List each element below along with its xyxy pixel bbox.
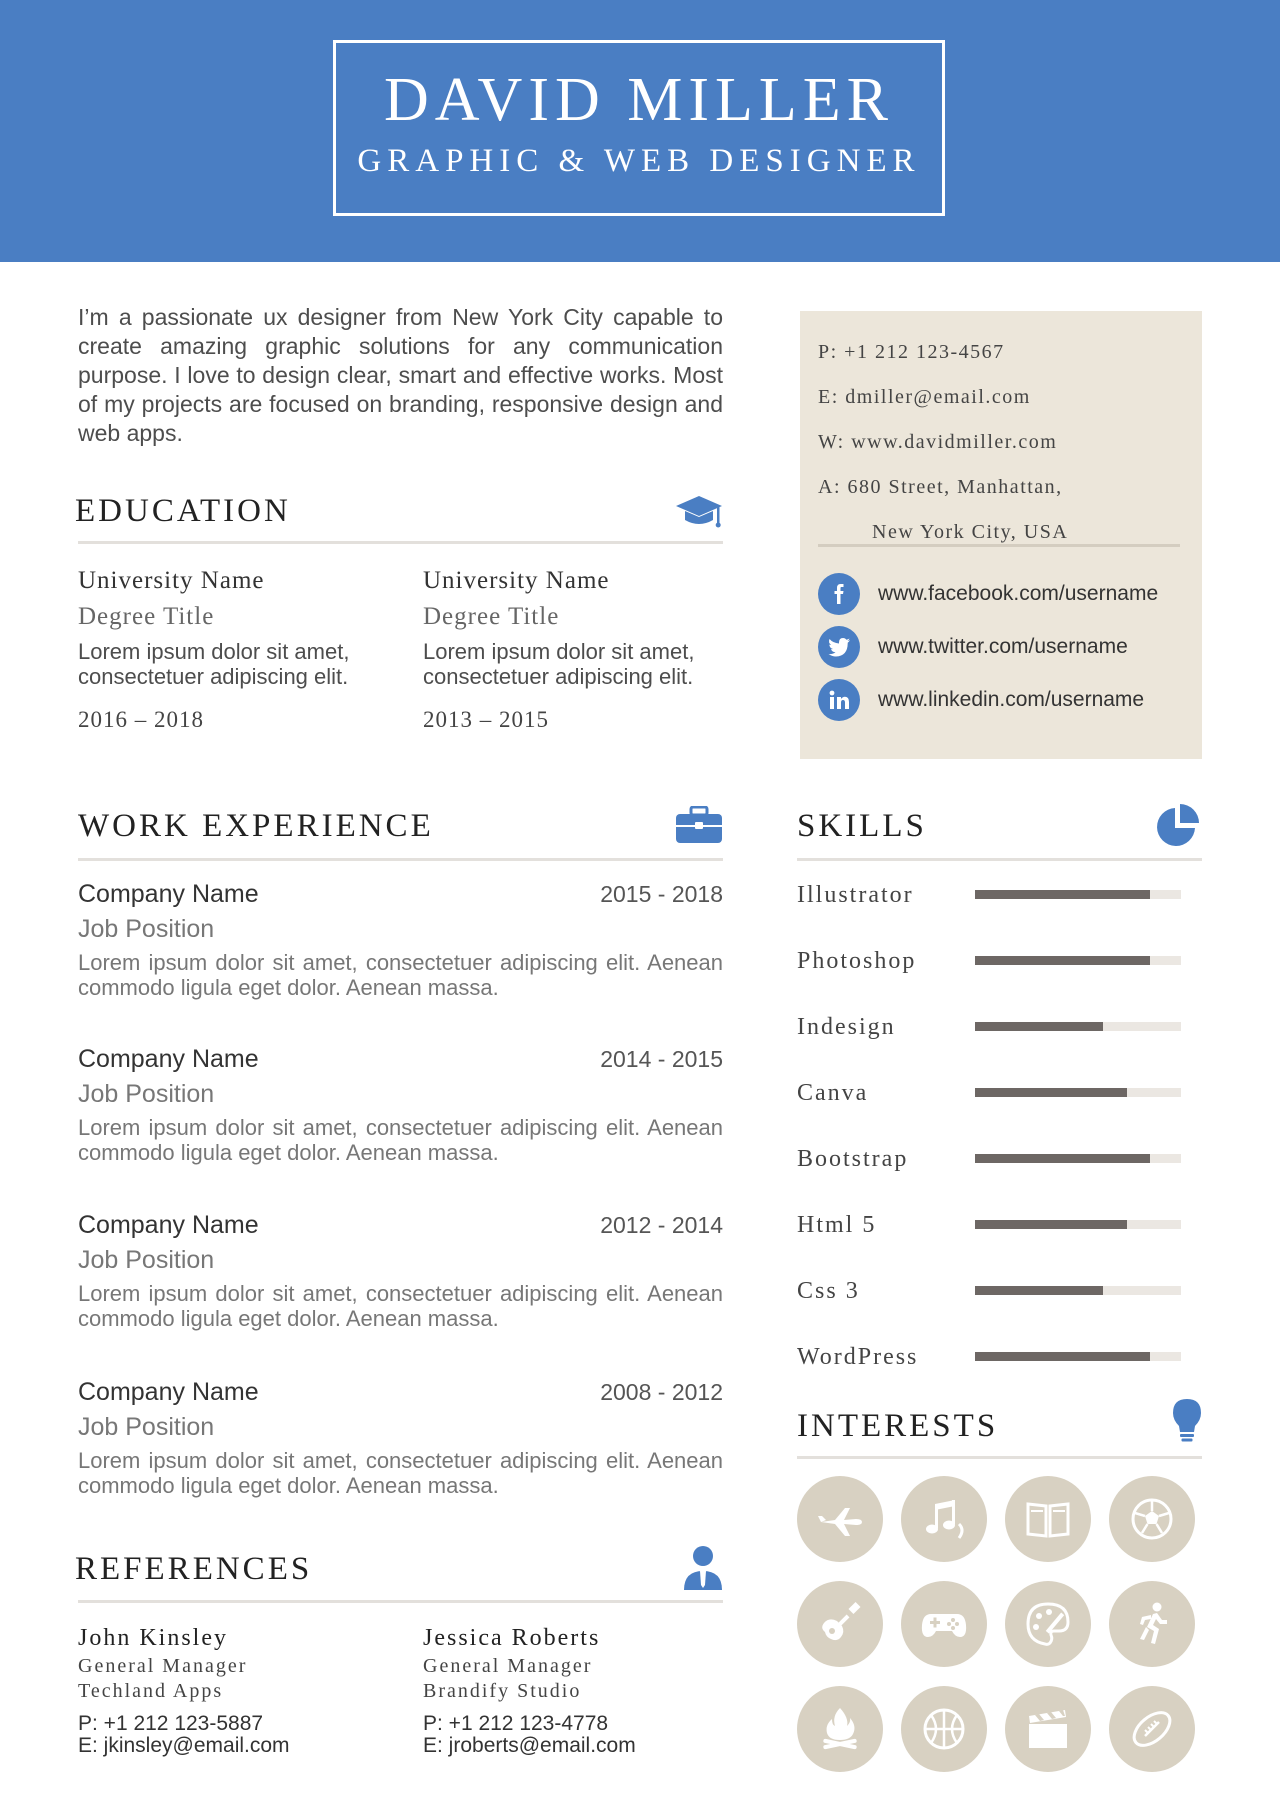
education-entry (423, 567, 743, 733)
degree-title: Degree Title (78, 603, 215, 630)
facebook-link[interactable]: www.facebook.com/username (878, 582, 1159, 605)
skill-name: Indesign (797, 1014, 896, 1040)
campfire-icon (797, 1686, 883, 1772)
job-description: Lorem ipsum dolor sit amet, consectetuer adipiscing elit. Aenean commodo ligula eget dolor. Aenean massa. (78, 950, 723, 1000)
skill-bar-fill (975, 890, 1150, 899)
skill-bar-fill (975, 1220, 1127, 1229)
reference-entry (78, 1625, 398, 1757)
reference-phone: P: +1 212 123-4778 (423, 1712, 609, 1735)
university-name: University Name (78, 567, 265, 594)
skill-row (797, 1146, 1182, 1180)
reference-name: Jessica Roberts (423, 1625, 601, 1651)
skill-row (797, 1014, 1182, 1048)
job-entry (78, 1378, 723, 1498)
education-divider (78, 541, 723, 544)
skill-row (797, 1344, 1182, 1378)
skill-row (797, 1212, 1182, 1246)
reference-phone: P: +1 212 123-5887 (78, 1712, 264, 1735)
skill-bar (975, 1022, 1181, 1031)
contact-website: W: www.davidmiller.com (818, 431, 1058, 453)
skill-bar (975, 890, 1181, 899)
skill-bar (975, 1088, 1181, 1097)
basketball-icon (901, 1686, 987, 1772)
contact-address-city: New York City, USA (872, 521, 1069, 543)
work-divider (78, 858, 723, 861)
clapperboard-icon (1005, 1686, 1091, 1772)
company-name: Company Name (78, 1045, 259, 1073)
education-description: Lorem ipsum dolor sit amet, consectetuer adipiscing elit. (423, 639, 695, 689)
airplane-icon (797, 1476, 883, 1562)
gamepad-icon (901, 1581, 987, 1667)
education-heading: EDUCATION (75, 493, 291, 529)
job-description: Lorem ipsum dolor sit amet, consectetuer adipiscing elit. Aenean commodo ligula eget dolor. Aenean massa. (78, 1448, 723, 1498)
linkedin-link[interactable]: www.linkedin.com/username (878, 688, 1145, 711)
job-position: Job Position (78, 1080, 215, 1108)
skill-bar-fill (975, 1022, 1103, 1031)
skill-bar-fill (975, 1154, 1150, 1163)
reference-entry (423, 1625, 743, 1757)
education-entry (78, 567, 398, 733)
social-linkedin[interactable] (818, 679, 1144, 721)
job-description: Lorem ipsum dolor sit amet, consectetuer adipiscing elit. Aenean commodo ligula eget dolor. Aenean massa. (78, 1115, 723, 1165)
contact-panel (800, 311, 1202, 759)
skill-bar (975, 1352, 1181, 1361)
graduation-cap-icon (675, 494, 723, 530)
skill-row (797, 1278, 1182, 1312)
job-years: 2012 - 2014 (600, 1212, 723, 1238)
reference-company: Brandify Studio (423, 1680, 582, 1702)
job-position: Job Position (78, 1246, 215, 1274)
running-icon (1109, 1581, 1195, 1667)
university-name: University Name (423, 567, 610, 594)
header-banner (0, 0, 1280, 262)
person-icon (683, 1545, 723, 1591)
skill-row (797, 1080, 1182, 1114)
company-name: Company Name (78, 1211, 259, 1239)
job-years: 2008 - 2012 (600, 1379, 723, 1405)
interests-heading: INTERESTS (797, 1408, 999, 1444)
guitar-icon (797, 1581, 883, 1667)
lightbulb-icon (1172, 1398, 1202, 1444)
contact-email: E: dmiller@email.com (818, 386, 1031, 408)
linkedin-icon (818, 679, 860, 721)
contact-phone: P: +1 212 123-4567 (818, 341, 1005, 363)
profile-summary: I’m a passionate ux designer from New York City capable to create amazing graphic solutions for any communication purpose. I love to design clear, smart and effective works. Most of my projects are focused on branding, responsive design and web apps. (78, 304, 723, 446)
twitter-link[interactable]: www.twitter.com/username (878, 635, 1128, 658)
skill-bar-fill (975, 956, 1150, 965)
skill-bar (975, 1286, 1181, 1295)
education-years: 2013 – 2015 (423, 707, 549, 732)
soccer-ball-icon (1109, 1476, 1195, 1562)
work-experience-heading: WORK EXPERIENCE (78, 808, 434, 844)
book-icon (1005, 1476, 1091, 1562)
facebook-icon (818, 573, 860, 615)
references-heading: REFERENCES (75, 1551, 313, 1587)
skill-name: Css 3 (797, 1278, 860, 1304)
name-frame (333, 40, 945, 216)
skill-bar (975, 1154, 1181, 1163)
skill-row (797, 882, 1182, 916)
job-description: Lorem ipsum dolor sit amet, consectetuer adipiscing elit. Aenean commodo ligula eget dolor. Aenean massa. (78, 1281, 723, 1331)
skills-divider (797, 858, 1202, 861)
references-divider (78, 1600, 723, 1603)
skill-name: Html 5 (797, 1212, 877, 1238)
job-position: Job Position (78, 1413, 215, 1441)
interests-divider (797, 1456, 1202, 1459)
skill-bar-fill (975, 1088, 1127, 1097)
reference-role: General Manager (423, 1655, 593, 1677)
job-entry (78, 1045, 723, 1165)
full-name: DAVID MILLER (384, 66, 894, 134)
degree-title: Degree Title (423, 603, 560, 630)
reference-email: E: jkinsley@email.com (78, 1734, 290, 1757)
job-entry (78, 1211, 723, 1331)
skill-name: Canva (797, 1080, 869, 1106)
pie-chart-icon (1155, 802, 1201, 848)
social-twitter[interactable] (818, 626, 1128, 668)
contact-address: A: 680 Street, Manhattan, (818, 476, 1063, 498)
job-title: GRAPHIC & WEB DESIGNER (357, 143, 921, 179)
job-years: 2015 - 2018 (600, 881, 723, 907)
skill-bar-fill (975, 1286, 1103, 1295)
skill-row (797, 948, 1182, 982)
skill-bar (975, 956, 1181, 965)
music-icon (901, 1476, 987, 1562)
company-name: Company Name (78, 1378, 259, 1406)
education-description: Lorem ipsum dolor sit amet, consectetuer adipiscing elit. (78, 639, 350, 689)
palette-icon (1005, 1581, 1091, 1667)
job-years: 2014 - 2015 (600, 1046, 723, 1072)
skill-bar-fill (975, 1352, 1150, 1361)
skill-name: Photoshop (797, 948, 917, 974)
skill-bar (975, 1220, 1181, 1229)
briefcase-icon (675, 806, 723, 844)
skill-name: WordPress (797, 1344, 919, 1370)
education-years: 2016 – 2018 (78, 707, 204, 732)
skills-heading: SKILLS (797, 808, 927, 844)
skill-name: Illustrator (797, 882, 914, 908)
reference-name: John Kinsley (78, 1625, 228, 1651)
skill-name: Bootstrap (797, 1146, 909, 1172)
reference-company: Techland Apps (78, 1680, 224, 1702)
contact-divider (818, 544, 1180, 547)
job-position: Job Position (78, 915, 215, 943)
football-icon (1109, 1686, 1195, 1772)
reference-role: General Manager (78, 1655, 248, 1677)
social-facebook[interactable] (818, 573, 1158, 615)
job-entry (78, 880, 723, 1000)
reference-email: E: jroberts@email.com (423, 1734, 636, 1757)
company-name: Company Name (78, 880, 259, 908)
twitter-icon (818, 626, 860, 668)
